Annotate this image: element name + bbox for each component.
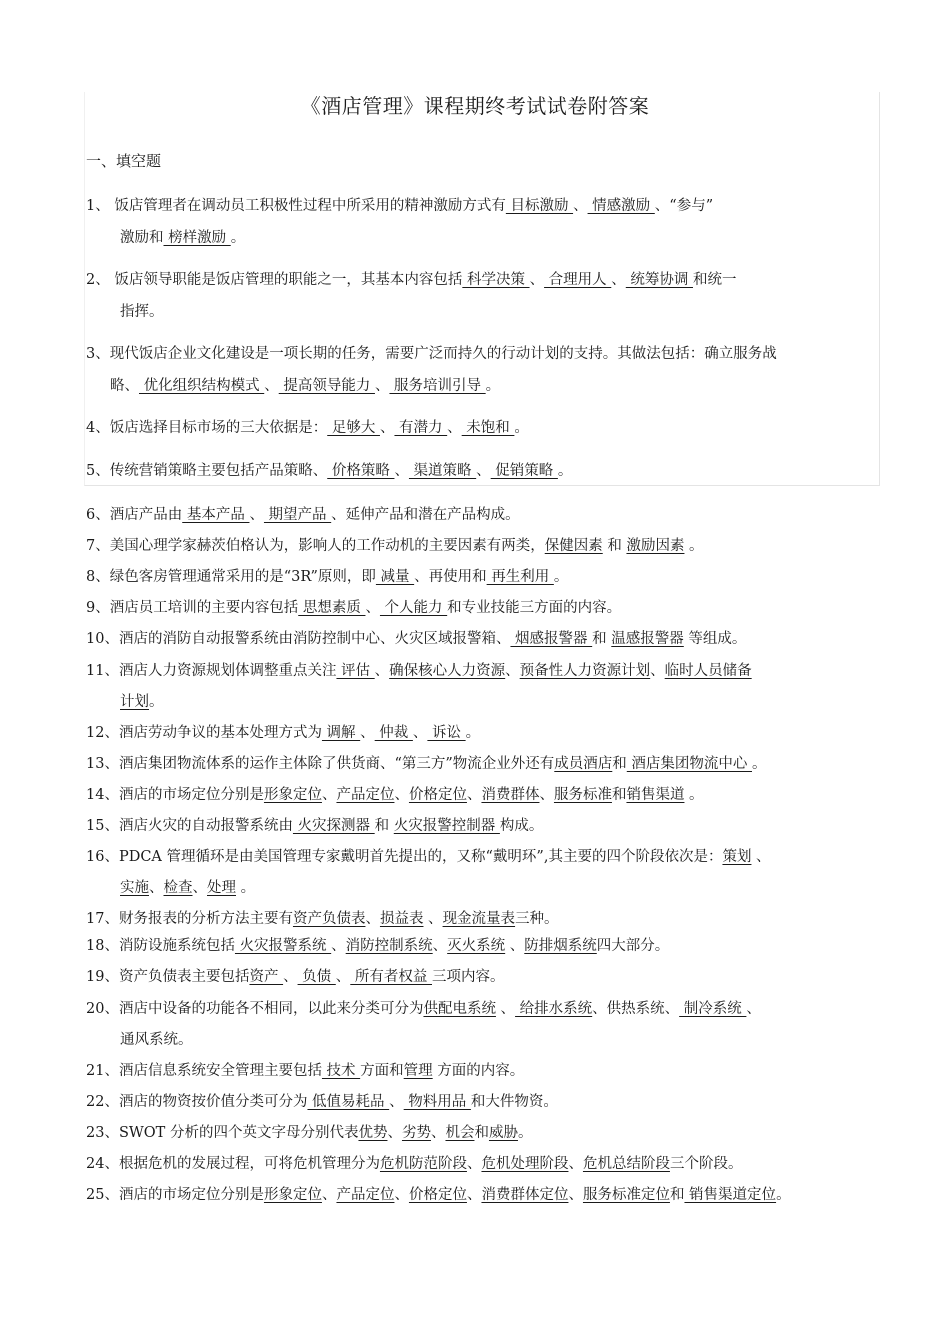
answer: 提高领导能力 bbox=[278, 378, 375, 394]
answer: 酒店集团物流中心 bbox=[626, 756, 752, 772]
answer: 服务标准 bbox=[553, 787, 612, 803]
answer: 合理用人 bbox=[544, 272, 612, 288]
question-20: 20、酒店中设备的功能各不相同，以此来分类可分为供配电系统 、 给排水系统、供热系统、 制冷系统 、 bbox=[86, 1001, 761, 1017]
answer: 产品定位 bbox=[336, 787, 395, 803]
answer: 检查 bbox=[163, 880, 193, 896]
answer: 负债 bbox=[297, 969, 336, 985]
answer: 服务标准定位 bbox=[582, 1187, 670, 1203]
answer: 资产 bbox=[249, 969, 284, 985]
answer: 温感报警器 bbox=[611, 631, 684, 647]
answer: 科学决策 bbox=[462, 272, 530, 288]
answer: 技术 bbox=[321, 1063, 361, 1079]
answer: 销售渠道定位 bbox=[684, 1187, 777, 1203]
page-title: 《酒店管理》课程期终考试试卷附答案 bbox=[300, 94, 650, 118]
answer: 物料用品 bbox=[403, 1094, 471, 1110]
question-20-cont: 通风系统。 bbox=[120, 1032, 193, 1048]
question-3: 3、现代饭店企业文化建设是一项长期的任务，需要广泛而持久的行动计划的支持。其做法包括：确立服务战 bbox=[86, 346, 777, 362]
answer: 仲裁 bbox=[374, 725, 413, 741]
answer: 评估 bbox=[336, 663, 375, 679]
question-2: 2、 饭店领导职能是饭店管理的职能之一，其基本内容包括 科学决策 、 合理用人 、 统筹协调 和统一 bbox=[86, 272, 737, 288]
question-16: 16、PDCA 管理循环是由美国管理专家戴明首先提出的，又称“戴明环”,其主要的四个阶段依次是：策划 、 bbox=[86, 849, 771, 865]
question-4: 4、饭店选择目标市场的三大依据是： 足够大 、 有潜力 、 未饱和 。 bbox=[86, 420, 529, 436]
answer: 再生利用 bbox=[486, 569, 554, 585]
answer: 调解 bbox=[321, 725, 361, 741]
answer: 减量 bbox=[375, 569, 415, 585]
answer: 资产负债表 bbox=[292, 911, 366, 927]
question-24: 24、根据危机的发展过程，可将危机管理分为危机防范阶段、危机处理阶段、危机总结阶段三个阶段。 bbox=[86, 1156, 743, 1172]
answer: 预备性人力资源计划 bbox=[519, 663, 651, 679]
question-15: 15、酒店火灾的自动报警系统由 火灾探测器 和 火灾报警控制器 构成。 bbox=[86, 818, 544, 834]
answer: 火灾报警控制器 bbox=[393, 818, 500, 834]
answer: 火灾报警系统 bbox=[234, 938, 332, 954]
question-11: 11、酒店人力资源规划体调整重点关注 评估 、确保核心人力资源、预备性人力资源计划、临时人员储备 bbox=[86, 663, 752, 679]
answer: 消费群体定位 bbox=[481, 1187, 569, 1203]
answer: 个人能力 bbox=[379, 600, 448, 616]
question-13: 13、酒店集团物流体系的运作主体除了供货商、“第三方”物流企业外还有成员酒店和 酒店集团物流中心 。 bbox=[86, 756, 767, 772]
answer: 计划 bbox=[120, 694, 149, 710]
answer: 所有者权益 bbox=[350, 969, 432, 985]
question-9: 9、酒店员工培训的主要内容包括 思想素质 、 个人能力 和专业技能三方面的内容。 bbox=[86, 600, 622, 616]
answer: 管理 bbox=[403, 1063, 433, 1079]
answer: 价格定位 bbox=[408, 1187, 467, 1203]
answer: 损益表 bbox=[379, 911, 424, 927]
question-25: 25、酒店的市场定位分别是形象定位、产品定位、价格定位、消费群体定位、服务标准定位和 销售渠道定位。 bbox=[86, 1187, 791, 1203]
answer: 形象定位 bbox=[263, 787, 322, 803]
answer: 形象定位 bbox=[263, 1187, 322, 1203]
answer: 榜样激励 bbox=[163, 230, 231, 246]
question-7: 7、美国心理学家赫茨伯格认为，影响人的工作动机的主要因素有两类，保健因素 和 激励因素 。 bbox=[86, 538, 704, 554]
question-3-cont: 略、 优化组织结构模式 、 提高领导能力 、 服务培训引导 。 bbox=[110, 378, 501, 394]
answer: 消费群体 bbox=[481, 787, 540, 803]
answer: 渠道策略 bbox=[408, 463, 477, 479]
answer: 实施 bbox=[120, 880, 149, 896]
answer: 供配电系统 bbox=[423, 1001, 496, 1017]
answer: 销售渠道 bbox=[626, 787, 685, 803]
answer: 诉讼 bbox=[427, 725, 466, 741]
answer: 思想素质 bbox=[298, 600, 366, 616]
question-16-cont: 实施、检查、处理 。 bbox=[120, 880, 256, 896]
answer: 有潜力 bbox=[394, 420, 448, 436]
answer: 策划 bbox=[722, 849, 752, 865]
question-2-cont: 指挥。 bbox=[120, 304, 164, 320]
question-11-cont: 计划。 bbox=[120, 694, 164, 710]
question-6: 6、酒店产品由 基本产品 、 期望产品 、延伸产品和潜在产品构成。 bbox=[86, 507, 520, 523]
question-8: 8、绿色客房管理通常采用的是“3R”原则，即 减量 、再使用和 再生利用 。 bbox=[86, 569, 569, 585]
answer: 临时人员储备 bbox=[664, 663, 752, 679]
answer: 目标激励 bbox=[505, 198, 574, 214]
answer: 危机处理阶段 bbox=[481, 1156, 569, 1172]
answer: 促销策略 bbox=[490, 463, 558, 479]
answer: 优化组织结构模式 bbox=[139, 378, 265, 394]
question-17: 17、财务报表的分析方法主要有资产负债表、损益表 、现金流量表三种。 bbox=[86, 911, 559, 927]
question-18: 18、消防设施系统包括 火灾报警系统 、消防控制系统、灭火系统 、防排烟系统四大部分。 bbox=[86, 938, 670, 954]
answer: 处理 bbox=[207, 880, 236, 896]
answer: 机会 bbox=[445, 1125, 475, 1141]
answer: 足够大 bbox=[327, 420, 380, 436]
answer: 灭火系统 bbox=[447, 938, 506, 954]
question-21: 21、酒店信息系统安全管理主要包括 技术 方面和管理 方面的内容。 bbox=[86, 1063, 525, 1079]
answer: 威胁 bbox=[488, 1125, 518, 1141]
answer: 情感激励 bbox=[587, 198, 655, 214]
question-5: 5、传统营销策略主要包括产品策略、 价格策略 、 渠道策略 、 促销策略 。 bbox=[86, 463, 573, 479]
question-10: 10、酒店的消防自动报警系统由消防控制中心、火灾区域报警箱、 烟感报警器 和 温感报警器 等组成。 bbox=[86, 631, 747, 647]
question-19: 19、资产负债表主要包括资产 、 负债 、 所有者权益 三项内容。 bbox=[86, 969, 505, 985]
question-22: 22、酒店的物资按价值分类可分为 低值易耗品 、 物料用品 和大件物资。 bbox=[86, 1094, 558, 1110]
answer: 低值易耗品 bbox=[307, 1094, 390, 1110]
answer: 劣势 bbox=[401, 1125, 431, 1141]
answer: 价格策略 bbox=[327, 463, 395, 479]
answer: 服务培训引导 bbox=[389, 378, 486, 394]
answer: 统筹协调 bbox=[625, 272, 693, 288]
answer: 成员酒店 bbox=[554, 756, 613, 772]
answer: 产品定位 bbox=[336, 1187, 395, 1203]
answer: 现金流量表 bbox=[442, 911, 516, 927]
answer: 基本产品 bbox=[182, 507, 250, 523]
answer: 烟感报警器 bbox=[510, 631, 593, 647]
answer: 给排水系统 bbox=[515, 1001, 593, 1017]
answer: 防排烟系统 bbox=[524, 938, 597, 954]
answer: 未饱和 bbox=[461, 420, 515, 436]
question-12: 12、酒店劳动争议的基本处理方式为 调解 、 仲裁 、 诉讼 。 bbox=[86, 725, 481, 741]
answer: 激励因素 bbox=[626, 538, 685, 554]
question-1: 1、 饭店管理者在调动员工积极性过程中所采用的精神激励方式有 目标激励 、 情感激励 、“参与” bbox=[86, 198, 714, 214]
answer: 优势 bbox=[358, 1125, 388, 1141]
question-23: 23、SWOT 分析的四个英文字母分别代表优势、劣势、机会和威胁。 bbox=[86, 1125, 533, 1141]
answer: 火灾探测器 bbox=[292, 818, 375, 834]
section-heading: 一、填空题 bbox=[86, 152, 162, 170]
answer: 消防控制系统 bbox=[345, 938, 433, 954]
answer: 危机总结阶段 bbox=[582, 1156, 670, 1172]
answer: 确保核心人力资源 bbox=[389, 663, 506, 679]
answer: 保健因素 bbox=[544, 538, 603, 554]
answer: 价格定位 bbox=[408, 787, 467, 803]
answer: 制冷系统 bbox=[679, 1001, 747, 1017]
answer: 危机防范阶段 bbox=[379, 1156, 467, 1172]
answer: 期望产品 bbox=[263, 507, 332, 523]
question-14: 14、酒店的市场定位分别是形象定位、产品定位、价格定位、消费群体、服务标准和销售渠道 。 bbox=[86, 787, 704, 803]
question-1-cont: 激励和 榜样激励 。 bbox=[120, 230, 246, 246]
